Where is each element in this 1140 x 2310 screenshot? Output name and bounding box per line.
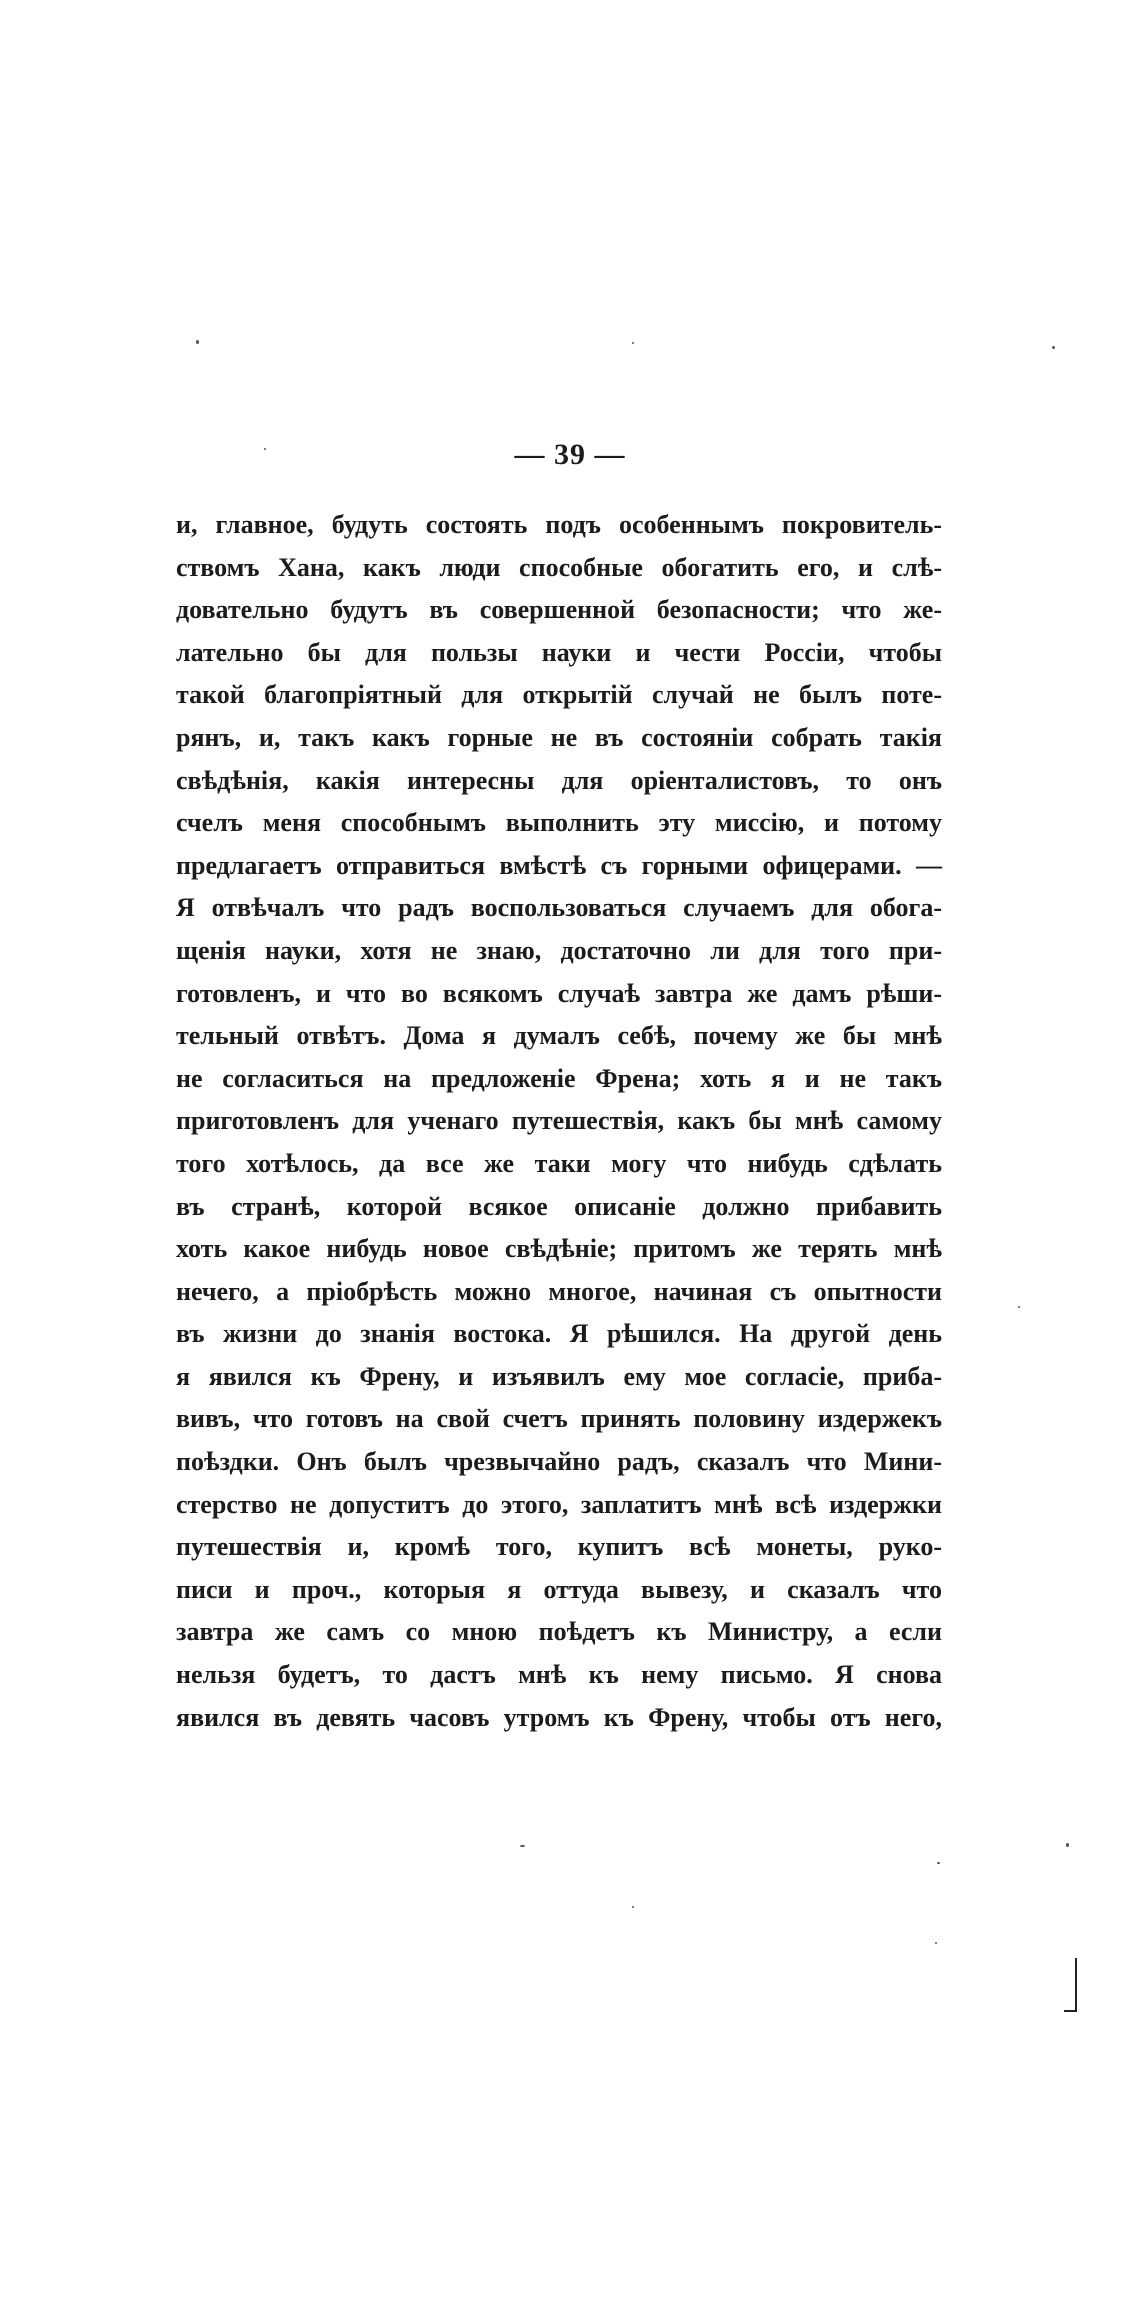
scan-speck (632, 342, 634, 344)
text-line: нельзя будетъ, то дастъ мнѣ къ нему письмо. Я снова (176, 1660, 942, 1690)
text-line: я явился къ Френу, и изъявилъ ему мое согласіе, приба- (176, 1361, 942, 1391)
text-line: щенія науки, хотя не знаю, достаточно ли для того при- (176, 935, 942, 965)
text-line: лательно бы для пользы науки и чести Россіи, чтобы (176, 637, 942, 667)
scan-speck (520, 1845, 525, 1847)
scan-speck (937, 1862, 940, 1864)
text-line: хоть какое нибудь новое свѣдѣніе; притомъ же терять мнѣ (176, 1234, 942, 1264)
text-line: завтра же самъ со мною поѣдетъ къ Министру, а если (176, 1617, 942, 1647)
text-line: и, главное, будуть состоять подъ особеннымъ покровитель- (176, 510, 942, 539)
scan-speck (632, 1906, 634, 1908)
text-line: не согласиться на предложеніе Френа; хоть я и не такъ (176, 1063, 942, 1093)
text-line: Я отвѣчалъ что радъ воспользоваться случаемъ для обога- (176, 893, 942, 923)
scan-speck (196, 340, 199, 344)
text-line: явился въ девять часовъ утромъ къ Френу, чтобы отъ него, (176, 1702, 942, 1732)
text-line: тельный отвѣтъ. Дома я думалъ себѣ, почему же бы мнѣ (176, 1021, 942, 1051)
text-line: рянъ, и, такъ какъ горные не въ состояніи собрать такія (176, 722, 942, 752)
text-line: нечего, а пріобрѣсть можно многое, начиная съ опытности (176, 1276, 942, 1306)
scan-speck (935, 1942, 937, 1944)
text-line: готовленъ, и что во всякомъ случаѣ завтра же дамъ рѣши- (176, 978, 942, 1008)
text-line: путешествія и, кромѣ того, купитъ всѣ монеты, руко- (176, 1532, 942, 1562)
body-text (176, 504, 942, 1739)
text-line: ствомъ Хана, какъ люди способные обогатить его, и слѣ- (176, 552, 942, 582)
text-line: такой благопріятный для открытій случай не былъ поте- (176, 680, 942, 710)
text-line: поѣздки. Онъ былъ чрезвычайно радъ, сказалъ что Мини- (176, 1447, 942, 1477)
page-number: — 39 — (514, 438, 626, 471)
page-corner-mark (1064, 1958, 1077, 2012)
scan-speck (1052, 346, 1055, 349)
scan-speck (1018, 1306, 1020, 1308)
text-line: приготовленъ для ученаго путешествія, какъ бы мнѣ самому (176, 1106, 942, 1136)
text-line: счелъ меня способнымъ выполнить эту миссію, и потому (176, 808, 942, 838)
text-line: въ жизни до знанія востока. Я рѣшился. На другой день (176, 1319, 942, 1349)
text-line: предлагаетъ отправиться вмѣстѣ съ горными офицерами. — (176, 850, 942, 880)
text-line: свѣдѣнія, какія интересны для оріенталистовъ, то онъ (176, 765, 942, 795)
text-line: въ странѣ, которой всякое описаніе должно прибавить (176, 1191, 942, 1221)
text-line: довательно будутъ въ совершенной безопасности; что же- (176, 595, 942, 625)
text-line: стерство не допуститъ до этого, заплатитъ мнѣ всѣ издержки (176, 1489, 942, 1519)
text-line: писи и проч., которыя я оттуда вывезу, и сказалъ что (176, 1574, 942, 1604)
text-line: того хотѣлось, да все же таки могу что нибудь сдѣлать (176, 1148, 942, 1178)
scan-speck (1066, 1843, 1069, 1847)
text-line: вивъ, что готовъ на свой счетъ принять половину издержекъ (176, 1404, 942, 1434)
